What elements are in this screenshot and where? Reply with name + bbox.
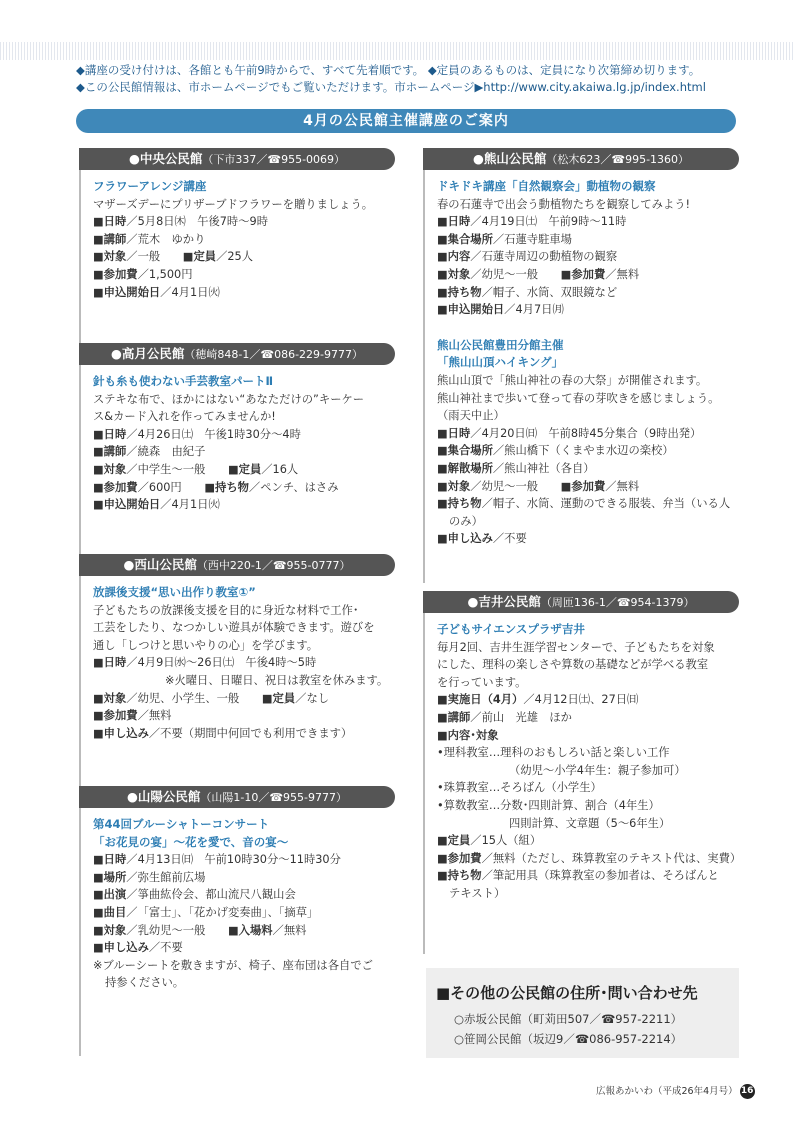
label: ■日時 <box>93 656 127 670</box>
label: ■定員 <box>227 462 262 476</box>
label: ■参加費 <box>560 267 606 281</box>
hall-name: ●吉井公民館 <box>467 594 541 609</box>
value: ／無料 <box>272 923 307 937</box>
label: ■申し込み <box>437 532 493 546</box>
value: ／乳幼児～一般 <box>126 923 228 937</box>
value: ／中学生～一般 <box>126 462 228 476</box>
note: 持参ください。 <box>105 976 185 990</box>
list-item: •珠算教室…そろばん（小学生） <box>437 781 602 795</box>
label: ■参加費 <box>93 267 138 281</box>
course-desc: ステキな布で、ほかにはない“あなただけの”キーケー <box>93 392 365 406</box>
label: ■対象 <box>93 462 127 476</box>
top-decorative-stripe <box>0 42 794 60</box>
value: ／荒木 ゆかり <box>126 232 206 246</box>
hall-info: （下市337／☎955-0069） <box>202 153 346 166</box>
right-column-yoshii <box>423 591 742 954</box>
label: ■申し込み <box>93 726 149 740</box>
label: ■講師 <box>93 232 127 246</box>
hall-info: （穂崎848-1／☎086-229-9777） <box>184 348 363 361</box>
course-desc: 子どもたちの放課後支援を目的に身近な材料で工作･ <box>93 603 359 617</box>
course-title: 「熊山山頂ハイキング」 <box>437 355 564 370</box>
hall-kumayama <box>423 148 739 548</box>
hall-header <box>423 148 739 170</box>
label: ■定員 <box>182 250 217 264</box>
course-subtitle: 「お花見の宴」～花を愛で、音の宴～ <box>93 834 289 849</box>
value-cont: のみ） <box>449 514 483 528</box>
value: ／幼児、小学生、一般 <box>126 691 262 705</box>
course-title: フラワーアレンジ講座 <box>93 179 207 193</box>
hall-name: ●山陽公民館 <box>126 789 201 804</box>
course-desc: 毎月2回、吉井生涯学習センターで、子どもたちを対象 <box>437 640 715 654</box>
hall-yoshii <box>423 591 742 903</box>
value: ／無料（ただし、珠算教室のテキスト代は、実費） <box>481 851 742 865</box>
value: ／帽子、水筒、双眼鏡など <box>481 285 618 299</box>
course-desc: 工芸をしたり、なつかしい遊具が体験できます。遊びを <box>93 621 375 635</box>
label: ■申込開始日 <box>93 285 161 299</box>
contact-sasaoka: ○笹岡公民館（坂辺9／☎086-957-2214） <box>454 1032 683 1046</box>
notice-line-1: ◆講座の受け付けは、各館とも午前9時からで、すべて先着順です。 ◆定員のあるものは、定員になり次第締め切ります。 <box>76 63 701 77</box>
label: ■持ち物 <box>437 497 482 511</box>
label: ■場所 <box>93 870 127 884</box>
label: ■申込開始日 <box>437 303 505 317</box>
hall-nishiyama <box>79 554 395 742</box>
value: ／石蓮寺駐車場 <box>492 232 572 246</box>
course-title: 第44回ブルーシャトーコンサート <box>93 817 270 831</box>
course-desc: にした、理科の楽しさや算数の基礎などが学べる教室 <box>437 658 709 672</box>
label: ■日時 <box>437 215 471 229</box>
hall-header <box>79 554 395 576</box>
value: ／無料 <box>605 479 640 493</box>
course-title: 熊山公民館豊田分館主催 <box>437 337 564 352</box>
value: ／無料 <box>137 709 172 723</box>
note: ※火曜日、日曜日、祝日は教室を休みます。 <box>165 673 389 687</box>
hall-content <box>79 576 395 742</box>
course-title: ドキドキ講座「自然観察会」動植物の観察 <box>437 179 656 193</box>
left-column <box>79 148 393 1056</box>
hall-info: （松木623／☎995-1360） <box>546 153 690 166</box>
label: ■日時 <box>93 215 127 229</box>
value: ／弥生館前広場 <box>126 870 206 884</box>
course-desc: を行っています。 <box>437 675 527 689</box>
label: ■参加費 <box>437 851 482 865</box>
value: ／石蓮寺周辺の動植物の観察 <box>470 250 618 264</box>
label: ■持ち物 <box>437 869 482 883</box>
course-desc: 熊山神社まで歩いて登って春の芽吹きを感じましょう。 <box>437 391 720 405</box>
course-desc: マザーズデーにプリザーブドフラワーを贈りましょう。 <box>93 197 374 211</box>
section-banner: 4月の公民館主催講座のご案内 <box>76 109 736 133</box>
hall-name: ●高月公民館 <box>110 346 185 361</box>
hall-chuo <box>79 148 395 301</box>
value: ／1,500円 <box>137 267 193 281</box>
course-title: 針も糸も使わない手芸教室パートⅡ <box>93 374 274 388</box>
label: ■対象 <box>437 479 471 493</box>
page-number: 16 <box>740 1084 755 1099</box>
value: ／ペンチ、はさみ <box>248 480 339 494</box>
hall-header <box>79 148 395 170</box>
course-desc: 熊山山頂で「熊山神社の春の大祭」が開催されます。 <box>437 373 708 387</box>
footer <box>596 1083 755 1099</box>
label: ■集合場所 <box>437 232 493 246</box>
hall-name: ●西山公民館 <box>123 557 197 572</box>
label: ■対象 <box>93 250 127 264</box>
hall-content <box>423 170 739 548</box>
value: ／繞森 由紀子 <box>126 445 206 459</box>
value: ／前山 光雄 ほか <box>470 710 572 724</box>
label: ■講師 <box>93 445 127 459</box>
hall-content <box>79 365 395 514</box>
hall-content <box>423 613 742 903</box>
label: ■申込開始日 <box>93 498 161 512</box>
hall-content <box>79 808 395 992</box>
course-desc: ス&カード入れを作ってみませんか! <box>93 410 276 424</box>
value: ／熊山神社（各自） <box>492 461 595 475</box>
label: ■参加費 <box>560 479 606 493</box>
value: ／不要（期間中何回でも利用できます） <box>148 726 353 740</box>
value: ／16人 <box>261 462 299 476</box>
value: ／幼児～一般 <box>470 267 561 281</box>
value: ／4月1日㈫ <box>160 498 220 512</box>
value: ／4月19日㈯ 午前9時～11時 <box>470 215 627 229</box>
list-item-cont: 四則計算、文章題（5～6年生） <box>509 816 671 830</box>
value: ／不要 <box>148 941 183 955</box>
contact-title: ■その他の公民館の住所･問い合わせ先 <box>436 984 698 1002</box>
value: ／幼児～一般 <box>470 479 561 493</box>
notice-line-2: ◆この公民館情報は、市ホームページでもご覧いただけます。市ホームページ▶http://www.city.akaiwa.lg.jp/index.html <box>76 80 706 94</box>
hall-name: ●中央公民館 <box>128 151 203 166</box>
label: ■実施日（4月） <box>437 693 524 707</box>
label: ■日時 <box>437 426 471 440</box>
contact-akasaka: ○赤坂公民館（町苅田507／☎957-2211） <box>454 1012 683 1026</box>
value-cont: テキスト） <box>449 886 506 900</box>
label: ■内容･対象 <box>437 728 499 742</box>
value: ／なし <box>295 691 330 705</box>
hall-header <box>79 343 395 365</box>
hall-header <box>79 786 395 808</box>
list-item: •理科教室…理科のおもしろい話と楽しい工作 <box>437 746 670 760</box>
course-title: 子どもサイエンスプラザ吉井 <box>437 622 585 636</box>
value: ／不要 <box>492 532 527 546</box>
list-item: •算数教室…分数･四則計算、割合（4年生） <box>437 798 660 812</box>
hall-name: ●熊山公民館 <box>472 151 547 166</box>
value: ／「富士」、「花かげ変奏曲」、「摘草」 <box>126 905 319 919</box>
value: ／4月12日㈯、27日㈰ <box>523 693 639 707</box>
course-title: 放課後支援“思い出作り教室①” <box>93 585 256 599</box>
label: ■持ち物 <box>437 285 482 299</box>
label: ■解散場所 <box>437 461 493 475</box>
label: ■参加費 <box>93 480 138 494</box>
contact-box <box>426 968 739 1058</box>
course-desc: （雨天中止） <box>437 409 505 423</box>
list-item-cont: （幼児～小学4年生：親子参加可） <box>509 763 686 777</box>
label: ■日時 <box>93 853 127 867</box>
label: ■内容 <box>437 250 471 264</box>
label: ■曲目 <box>93 905 127 919</box>
label: ■集合場所 <box>437 444 493 458</box>
notices <box>76 62 736 96</box>
value: ／15人（組） <box>470 834 542 848</box>
label: ■申し込み <box>93 941 149 955</box>
hall-info: （西中220-1／☎955-0777） <box>196 559 351 572</box>
value: ／箏曲紘伶会、都山流尺八観山会 <box>126 888 296 902</box>
label: ■定員 <box>437 834 471 848</box>
value: ／4月26日㈯ 午後1時30分～4時 <box>126 427 301 441</box>
value: ／無料 <box>605 267 640 281</box>
value: ／4月7日㈪ <box>504 303 564 317</box>
value: ／4月13日㈰ 午前10時30分～11時30分 <box>126 853 341 867</box>
note: ※ブルーシートを敷きますが、椅子、座布団は各自でご <box>93 958 373 972</box>
value: ／25人 <box>216 250 254 264</box>
hall-sanyo <box>79 786 395 992</box>
value: ／5月8日㈭ 午後7時～9時 <box>126 215 269 229</box>
value: ／一般 <box>126 250 183 264</box>
label: ■対象 <box>437 267 471 281</box>
label: ■出演 <box>93 888 127 902</box>
label: ■日時 <box>93 427 127 441</box>
course-desc: 通し「しつけと思いやりの心」を学びます。 <box>93 638 319 652</box>
value: ／600円 <box>137 480 205 494</box>
label: ■定員 <box>261 691 296 705</box>
label: ■対象 <box>93 691 127 705</box>
hall-info: （山陽1-10／☎955-9777） <box>200 791 348 804</box>
hall-info: （周匝136-1／☎954-1379） <box>540 596 695 609</box>
value: ／4月9日㈬～26日㈯ 午後4時～5時 <box>126 656 317 670</box>
label: ■参加費 <box>93 709 138 723</box>
label: ■対象 <box>93 923 127 937</box>
value: ／4月1日㈫ <box>160 285 220 299</box>
label: ■講師 <box>437 710 471 724</box>
right-column-kumayama <box>423 148 737 583</box>
hall-header <box>423 591 739 613</box>
hall-content <box>79 170 395 301</box>
value: ／4月20日㈰ 午前8時45分集合（9時出発） <box>470 426 702 440</box>
footer-text: 広報あかいわ（平成26年4月号） <box>596 1086 738 1097</box>
course-desc: 春の石蓮寺で出会う動植物たちを観察してみよう! <box>437 197 691 211</box>
label: ■持ち物 <box>204 480 249 494</box>
value: ／熊山橋下（くまやま水辺の楽校） <box>492 444 674 458</box>
value: ／帽子、水筒、運動のできる服装、弁当（いる人 <box>481 497 731 511</box>
label: ■入場料 <box>227 923 273 937</box>
hall-takatsuki <box>79 343 395 514</box>
value: ／筆記用具（珠算教室の参加者は、そろばんと <box>481 869 719 883</box>
